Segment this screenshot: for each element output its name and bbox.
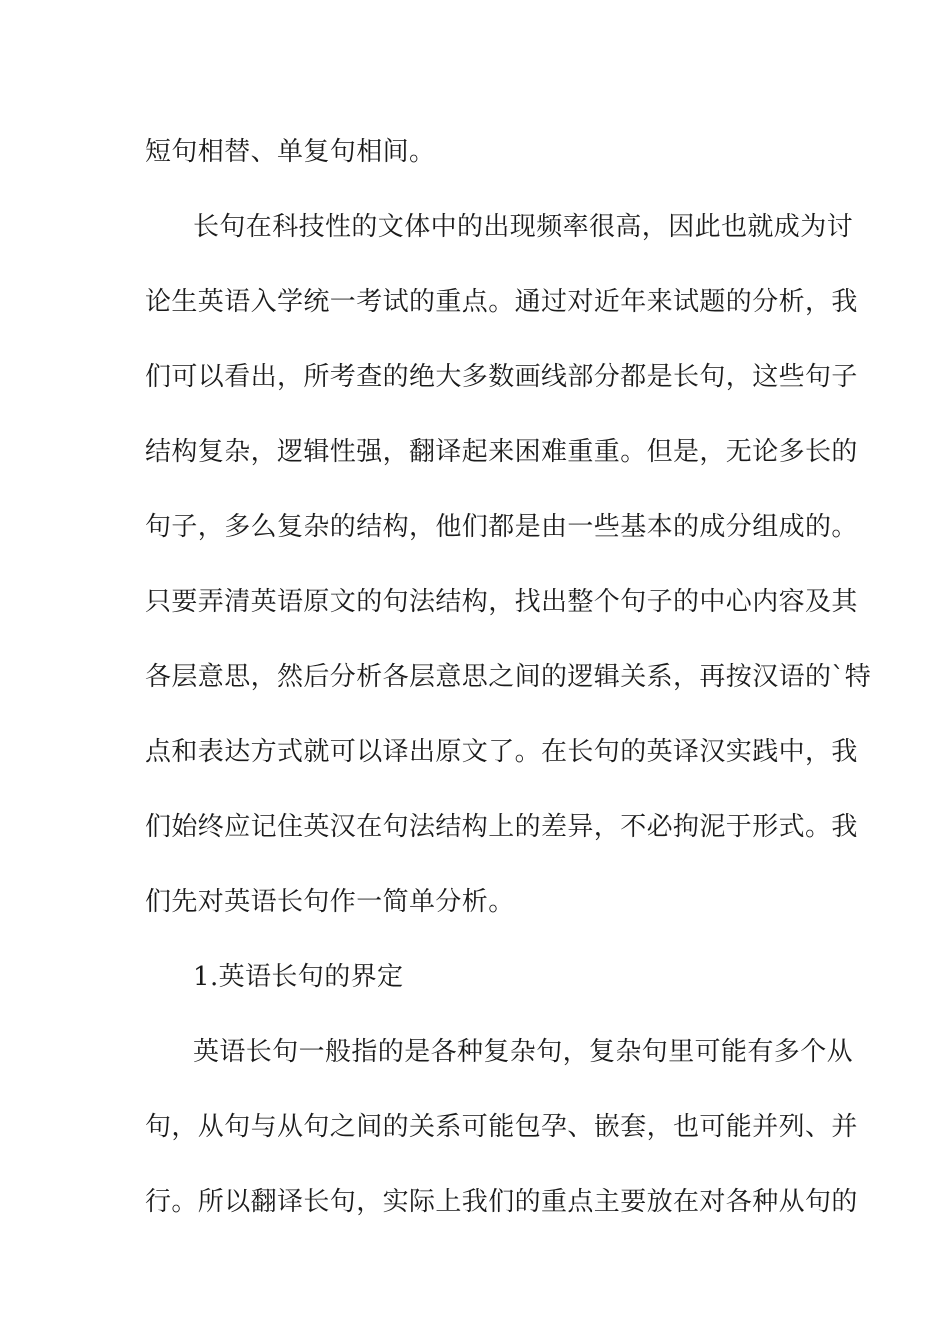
paragraph-line: 们可以看出，所考查的绝大多数画线部分都是长句，这些句子 [145,362,858,392]
paragraph-line: 行。所以翻译长句，实际上我们的重点主要放在对各种从句的 [145,1187,858,1217]
paragraph-line: 各层意思，然后分析各层意思之间的逻辑关系，再按汉语的`特 [145,662,872,692]
section-heading: 1.英语长句的界定 [193,962,404,992]
paragraph-line: 短句相替、单复句相间。 [145,137,436,167]
paragraph-line: 句子，多么复杂的结构，他们都是由一些基本的成分组成的。 [145,512,858,542]
paragraph-line: 们始终应记住英汉在句法结构上的差异，不必拘泥于形式。我 [145,812,858,842]
paragraph-line: 长句在科技性的文体中的出现频率很高，因此也就成为讨 [193,212,854,242]
paragraph-line: 英语长句一般指的是各种复杂句，复杂句里可能有多个从 [193,1037,854,1067]
paragraph-line: 们先对英语长句作一简单分析。 [145,887,515,917]
paragraph-line: 点和表达方式就可以译出原文了。在长句的英译汉实践中，我 [145,737,858,767]
paragraph-line: 只要弄清英语原文的句法结构，找出整个句子的中心内容及其 [145,587,858,617]
paragraph-line: 论生英语入学统一考试的重点。通过对近年来试题的分析，我 [145,287,858,317]
paragraph-line: 句，从句与从句之间的关系可能包孕、嵌套，也可能并列、并 [145,1112,858,1142]
paragraph-line: 结构复杂，逻辑性强，翻译起来困难重重。但是，无论多长的 [145,437,858,467]
